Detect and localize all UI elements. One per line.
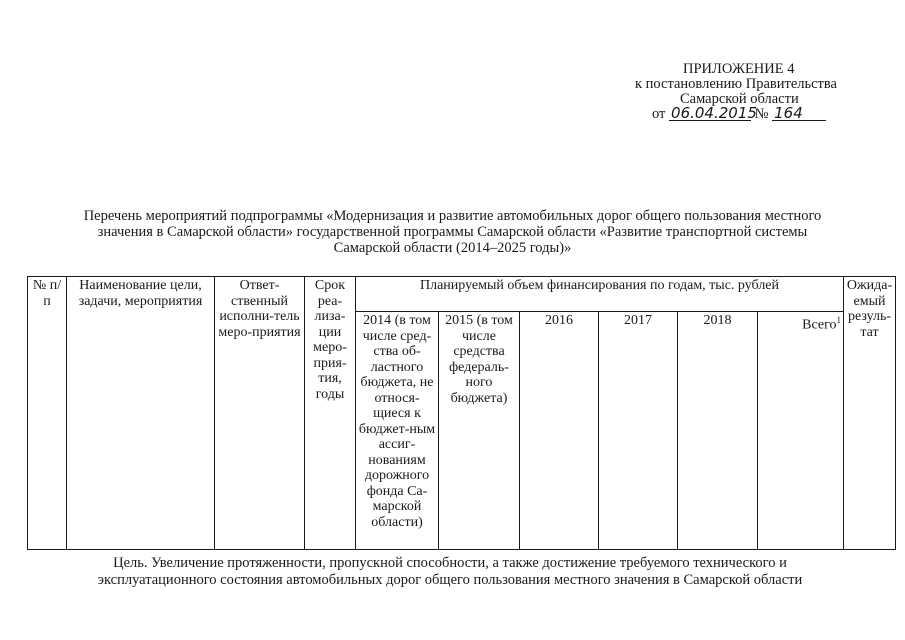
goal-statement [20, 555, 880, 589]
measures-table [27, 276, 896, 550]
header-name: Наименование цели, задачи, мероприятия [67, 277, 215, 550]
appendix-title: ПРИЛОЖЕНИЕ 4 [683, 61, 795, 77]
total-footnote-mark: 1 [836, 315, 841, 326]
document-title-line-2: значения в Самарской области» государственной программы Самарской области «Развитие транспортной системы [97, 224, 808, 240]
header-year-2015: 2015 (в том числе средства федераль-ного бюджета) [439, 312, 520, 550]
header-year-2014: 2014 (в том числе сред-ства об-ластного бюджета, не относя-щиеся к бюджет-ным ассиг-нованиям дорожного фонда Са-марской области) [356, 312, 439, 550]
appendix-region-line: Самарской области [680, 91, 799, 107]
header-total [758, 312, 844, 550]
document-title-line-1: Перечень мероприятий подпрограммы «Модернизация и развитие автомобильных дорог общего пользования местного [83, 208, 822, 224]
from-label: от [652, 106, 666, 122]
header-total-label: Всего [802, 318, 837, 334]
appendix-resolution-line: к постановлению Правительства [635, 76, 837, 92]
document-title-line-3: Самарской области (2014–2025 годы)» [333, 240, 572, 256]
goal-line-2: эксплуатационного состояния автомобильных дорог общего пользования местного значения в Самарской области [97, 572, 803, 588]
header-result: Ожида-емый резуль-тат [844, 277, 896, 550]
header-funding: Планируемый объем финансирования по годам, тыс. рублей [356, 277, 844, 312]
header-year-2017: 2017 [599, 312, 678, 550]
header-number: № п/п [28, 277, 67, 550]
header-year-2016: 2016 [520, 312, 599, 550]
handwritten-date: 06.04.2015 [671, 104, 757, 122]
document-title [20, 208, 885, 256]
number-label: № [754, 106, 769, 122]
header-year-2018: 2018 [678, 312, 758, 550]
goal-line-1: Цель. Увеличение протяженности, пропускной способности, а также достижение требуемого технического и [113, 555, 787, 571]
appendix-header [600, 62, 890, 122]
handwritten-number: 164 [772, 107, 826, 121]
appendix-date-line [600, 104, 890, 122]
header-executor: Ответ-ственный исполни-тель меро-приятия [215, 277, 305, 550]
header-period: Срок реа-лиза-ции меро-прия-тия, годы [305, 277, 356, 550]
